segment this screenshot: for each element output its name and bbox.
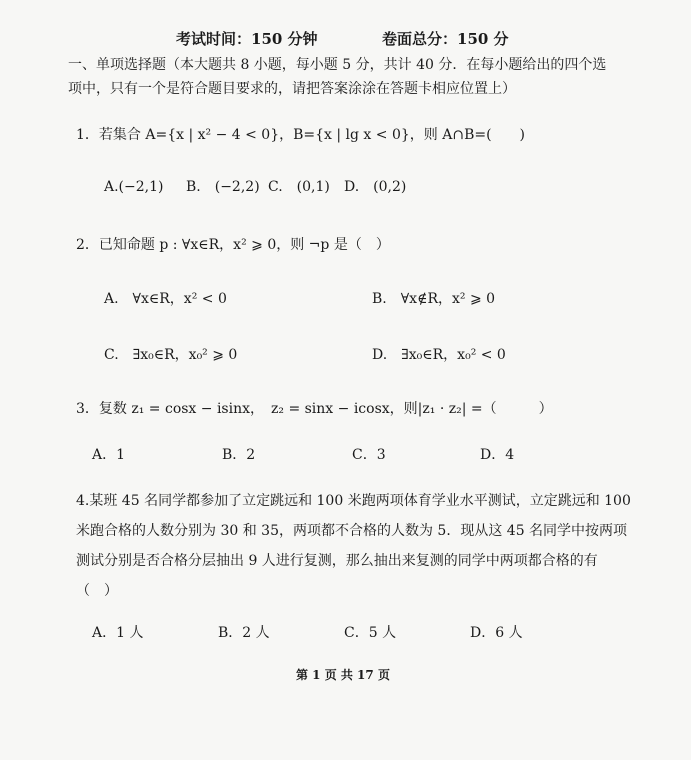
question-2-option-b: B. ∀x∉R，x² ⩾ 0 (372, 291, 496, 307)
question-2-stem: 2．已知命题 p : ∀x∈R，x² ⩾ 0，则 ¬p 是（ ） (76, 237, 390, 253)
question-2-option-a: A. ∀x∈R，x² < 0 (104, 291, 227, 307)
exam-time: 考试时间：150 分钟 (176, 30, 318, 48)
page-number: 第 1 页 共 17 页 (296, 668, 390, 682)
question-4-option-a: A．1 人 (92, 625, 144, 641)
section-instructions-line-1: 一、单项选择题（本大题共 8 小题，每小题 5 分，共计 40 分．在每小题给出的四个选 (68, 57, 607, 73)
exam-total-score: 卷面总分：150 分 (382, 30, 509, 48)
question-4-stem-line-1: 4.某班 45 名同学都参加了立定跳远和 100 米跑两项体育学业水平测试，立定跳远和 100 (76, 493, 631, 509)
question-3-option-b: B．2 (222, 447, 256, 463)
question-4-option-d: D．6 人 (470, 625, 523, 641)
question-1-option-d: D. (0,2) (344, 179, 407, 195)
question-1-option-b: B. (−2,2) (186, 179, 260, 195)
question-4-option-b: B．2 人 (218, 625, 270, 641)
question-1-option-c: C. (0,1) (268, 179, 330, 195)
question-4-stem-line-2: 米跑合格的人数分别为 30 和 35，两项都不合格的人数为 5．现从这 45 名同学中按两项 (76, 523, 628, 539)
question-4-stem-line-4: （ ） (76, 583, 118, 599)
question-2-option-c: C. ∃x₀∈R，x₀² ⩾ 0 (104, 347, 238, 363)
question-1-stem: 1．若集合 A={x | x² − 4 < 0}，B={x | lg x < 0}，则 A∩B=( ) (76, 127, 526, 143)
question-3-option-d: D．4 (480, 447, 515, 463)
question-4-stem-line-3: 测试分别是否合格分层抽出 9 人进行复测，那么抽出来复测的同学中两项都合格的有 (76, 553, 598, 569)
question-2-option-d: D. ∃x₀∈R，x₀² < 0 (372, 347, 506, 363)
question-1-option-a: A.(−2,1) (104, 179, 164, 195)
question-3-stem: 3．复数 z₁ = cosx − isinx， z₂ = sinx − icosx，则|z₁ · z₂| =（ ） (76, 401, 553, 417)
section-instructions-line-2: 项中，只有一个是符合题目要求的，请把答案涂涂在答题卡相应位置上） (68, 81, 516, 97)
question-4-option-c: C．5 人 (344, 625, 397, 641)
question-3-option-c: C．3 (352, 447, 386, 463)
question-3-option-a: A．1 (92, 447, 126, 463)
